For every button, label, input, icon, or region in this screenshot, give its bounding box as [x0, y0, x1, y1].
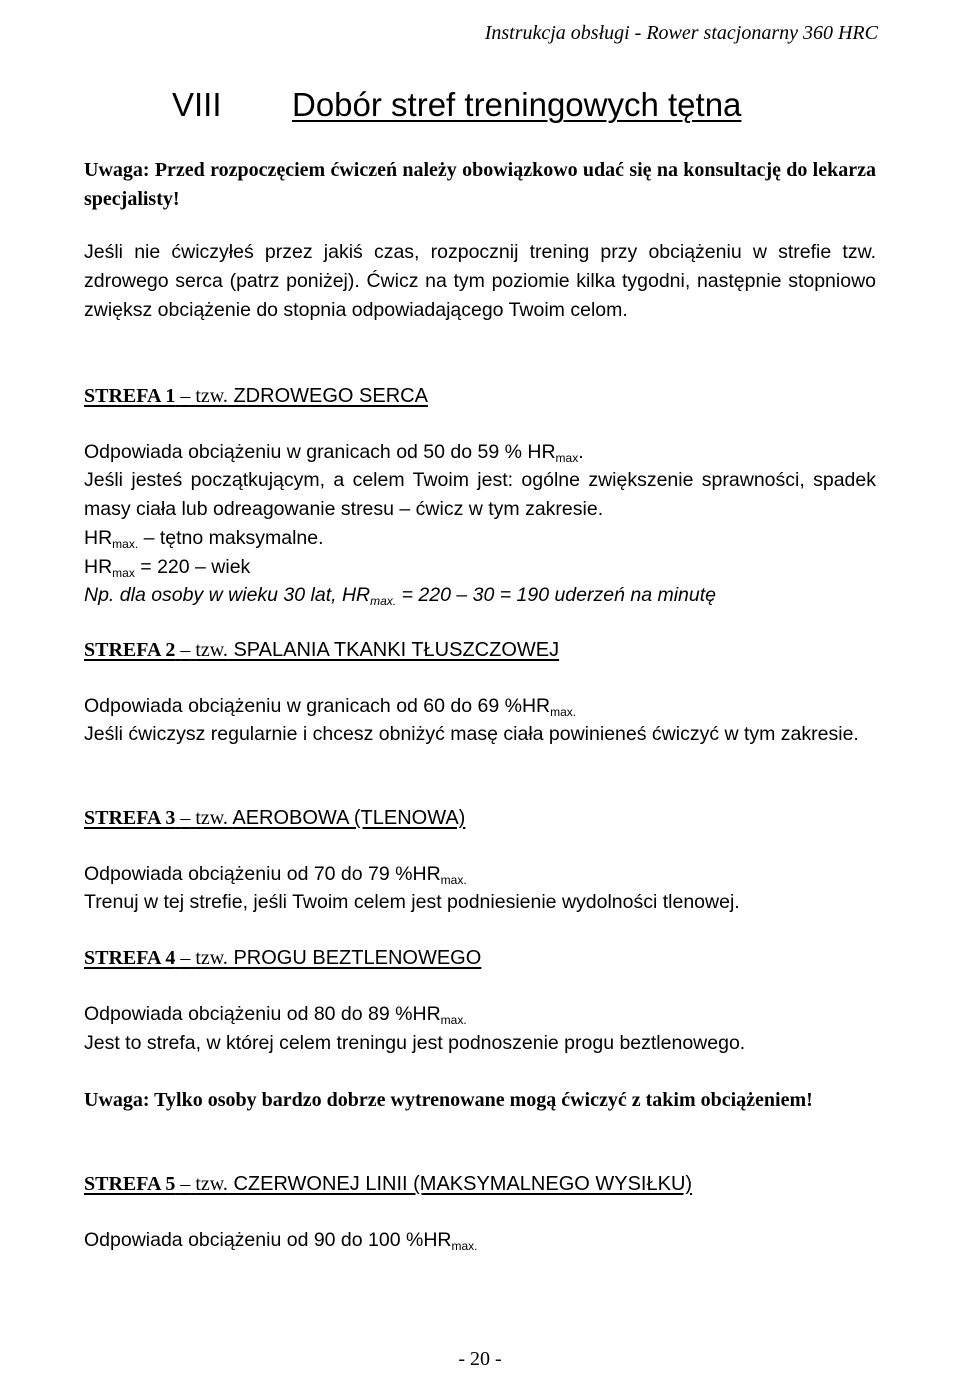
- example-sub: max.: [370, 594, 397, 608]
- example-post: = 220 – 30 = 190 uderzeń na minutę: [396, 584, 716, 606]
- zone4-range-text: Odpowiada obciążeniu od 80 do 89 %HR: [84, 1003, 441, 1025]
- zone4-dash: –: [180, 947, 191, 969]
- zone1-range: [84, 438, 876, 469]
- zone2-range-text: Odpowiada obciążeniu w granicach od 60 do 69 %HR: [84, 695, 551, 717]
- formula-hr: HR: [84, 556, 113, 578]
- zone3-name: AEROBOWA (TLENOWA): [232, 807, 466, 829]
- zone2-tzw: tzw.: [195, 639, 228, 661]
- zone1-hrmax-formula: [84, 553, 876, 584]
- zone3-dash: –: [180, 807, 191, 829]
- zone4-tzw: tzw.: [195, 947, 228, 969]
- chapter-title: Dobór stref treningowych tętna: [292, 86, 742, 123]
- zone1-heading: [84, 382, 876, 411]
- zone2-range-sub: max.: [550, 705, 577, 719]
- zone1-range-sub: max: [555, 451, 579, 465]
- zone2-label: STREFA 2: [84, 639, 176, 661]
- zone1-range-end: .: [578, 441, 584, 463]
- hr-sub: max.: [112, 537, 139, 551]
- zone5-dash: –: [180, 1173, 191, 1195]
- zone1-example: [84, 581, 876, 612]
- running-header: Instrukcja obsługi - Rower stacjonarny 360 HRC: [484, 22, 878, 44]
- zone3-heading: [84, 804, 876, 833]
- zone2-name: SPALANIA TKANKI TŁUSZCZOWEJ: [233, 639, 560, 661]
- zone5-range-sub: max.: [451, 1239, 478, 1253]
- zone5-range-text: Odpowiada obciążeniu od 90 do 100 %HR: [84, 1229, 452, 1251]
- zone3-label: STREFA 3: [84, 807, 176, 829]
- zone3-description: Trenuj w tej strefie, jeśli Twoim celem jest podniesienie wydolności tlenowej.: [84, 891, 740, 913]
- hr-def-text: – tętno maksymalne.: [138, 527, 324, 549]
- zone1-description: Jeśli jesteś początkującym, a celem Twoim jest: ogólne zwiększenie sprawności, spadek masy ciała lub odreagowanie stresu – ćwicz w tym zakresie.: [84, 469, 876, 520]
- warning-trained-only: Uwaga: Tylko osoby bardzo dobrze wytrenowane mogą ćwiczyć z takim obciążeniem!: [84, 1089, 813, 1111]
- zone4-description: Jest to strefa, w której celem treningu jest podnoszenie progu beztlenowego.: [84, 1032, 746, 1054]
- example-pre: Np. dla osoby w wieku 30 lat, HR: [84, 584, 371, 606]
- zone5-name: CZERWONEJ LINII (MAKSYMALNEGO WYSIŁKU): [233, 1173, 693, 1195]
- zone4-range: [84, 1000, 876, 1031]
- zone3-range: [84, 860, 876, 891]
- formula-text: = 220 – wiek: [134, 556, 251, 578]
- zone2-dash: –: [180, 639, 191, 661]
- zone5-label: STREFA 5: [84, 1173, 176, 1195]
- page-number: - 20 -: [458, 1348, 502, 1370]
- zone3-range-sub: max.: [440, 873, 467, 887]
- zone1-name: ZDROWEGO SERCA: [233, 385, 428, 407]
- zone2-description: Jeśli ćwiczysz regularnie i chcesz obniżyć masę ciała powinieneś ćwiczyć w tym zakresie.: [84, 723, 859, 745]
- zone1-hrmax-definition: [84, 524, 876, 555]
- zone5-range: [84, 1226, 876, 1257]
- zone1-tzw: tzw.: [195, 385, 228, 407]
- zone4-range-sub: max.: [440, 1013, 467, 1027]
- formula-sub: max: [112, 566, 135, 580]
- zone3-tzw: tzw.: [195, 807, 228, 829]
- chapter-number: VIII: [172, 86, 222, 123]
- zone4-heading: [84, 944, 876, 973]
- zone1-dash: –: [180, 385, 191, 407]
- zone2-heading: [84, 636, 876, 665]
- zone2-range: [84, 692, 876, 723]
- zone1-range-text: Odpowiada obciążeniu w granicach od 50 do 59 % HR: [84, 441, 556, 463]
- zone4-label: STREFA 4: [84, 947, 176, 969]
- zone5-heading: [84, 1170, 876, 1199]
- zone4-name: PROGU BEZTLENOWEGO: [233, 947, 482, 969]
- zone5-tzw: tzw.: [195, 1173, 228, 1195]
- zone1-label: STREFA 1: [84, 385, 176, 407]
- warning-consultation: Uwaga: Przed rozpoczęciem ćwiczeń należy obowiązkowo udać się na konsultację do lekarza specjalisty!: [84, 159, 876, 210]
- intro-paragraph: Jeśli nie ćwiczyłeś przez jakiś czas, rozpocznij trening przy obciążeniu w strefie tzw. zdrowego serca (patrz poniżej). Ćwicz na tym poziomie kilka tygodni, następnie stopniowo zwiększ obciążenie do stopnia odpowiadającego Twoim celom.: [84, 241, 876, 321]
- hr-label: HR: [84, 527, 113, 549]
- zone3-range-text: Odpowiada obciążeniu od 70 do 79 %HR: [84, 863, 441, 885]
